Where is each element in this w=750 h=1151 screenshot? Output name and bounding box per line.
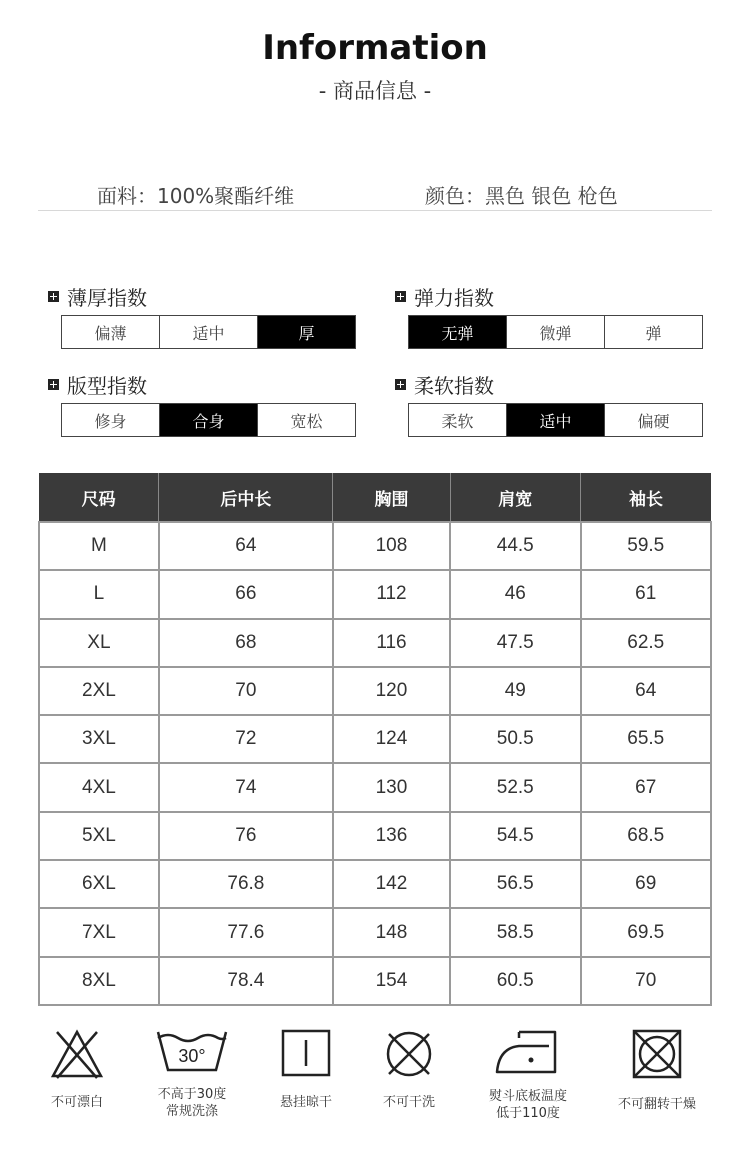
measurement-cell: 44.5 [450, 522, 580, 570]
elasticity-index-label: 弹力指数 [414, 286, 494, 310]
column-header: 胸围 [333, 473, 450, 522]
elasticity-index-title [395, 282, 494, 311]
care-item-no-bleach [17, 1028, 137, 1111]
thickness-index-title [48, 282, 147, 311]
measurement-cell: 54.5 [450, 812, 580, 860]
table-row [39, 570, 711, 618]
care-item-wash-30 [132, 1028, 252, 1120]
measurement-cell: 49 [450, 667, 580, 715]
care-item-no-tumble-dry [597, 1028, 717, 1113]
column-header: 袖长 [581, 473, 712, 522]
care-label-line: 熨斗底板温度 [488, 1089, 567, 1104]
table-row [39, 860, 711, 908]
no-bleach-icon [49, 1028, 105, 1080]
care-label: 不可干洗 [382, 1095, 435, 1110]
measurement-cell: 64 [159, 522, 333, 570]
column-header: 肩宽 [450, 473, 580, 522]
size-cell: 6XL [39, 860, 159, 908]
fit-option-loose: 宽松 [257, 404, 355, 436]
table-row [39, 667, 711, 715]
column-header: 尺码 [39, 473, 159, 522]
wash-30-icon [154, 1028, 230, 1074]
measurement-cell: 47.5 [450, 619, 580, 667]
size-cell: 8XL [39, 957, 159, 1005]
measurement-cell: 108 [333, 522, 450, 570]
table-row [39, 522, 711, 570]
table-header-row [39, 473, 711, 522]
square-bullet-icon [48, 291, 59, 302]
elasticity-scale [408, 315, 703, 349]
measurement-cell: 76.8 [159, 860, 333, 908]
column-header: 后中长 [159, 473, 333, 522]
care-label: 悬挂晾干 [279, 1095, 332, 1110]
measurement-cell: 66 [159, 570, 333, 618]
care-item-iron [468, 1028, 588, 1122]
measurement-cell: 78.4 [159, 957, 333, 1005]
measurement-cell: 76 [159, 812, 333, 860]
fit-index-title [48, 370, 147, 399]
care-label: 不可漂白 [50, 1095, 103, 1110]
measurement-cell: 120 [333, 667, 450, 715]
measurement-cell: 56.5 [450, 860, 580, 908]
care-item-line-dry [246, 1028, 366, 1111]
measurement-cell: 52.5 [450, 763, 580, 811]
measurement-cell: 58.5 [450, 908, 580, 956]
fit-index-label: 版型指数 [67, 374, 147, 398]
measurement-cell: 72 [159, 715, 333, 763]
square-bullet-icon [395, 379, 406, 390]
thickness-index-label: 薄厚指数 [67, 286, 147, 310]
measurement-cell: 59.5 [581, 522, 712, 570]
care-item-no-dry-clean [349, 1028, 469, 1111]
iron-icon [493, 1028, 563, 1076]
square-bullet-icon [48, 379, 59, 390]
elasticity-option-stretch: 弹 [604, 316, 702, 348]
measurement-cell: 69 [581, 860, 712, 908]
measurement-cell: 67 [581, 763, 712, 811]
fit-option-slim: 修身 [62, 404, 159, 436]
measurement-cell: 112 [333, 570, 450, 618]
softness-option-hard: 偏硬 [604, 404, 702, 436]
measurement-cell: 116 [333, 619, 450, 667]
measurement-cell: 62.5 [581, 619, 712, 667]
page-subtitle: - 商品信息 - [318, 79, 432, 103]
measurement-cell: 130 [333, 763, 450, 811]
no-tumble-dry-icon [631, 1028, 683, 1080]
fit-option-regular: 合身 [159, 404, 257, 436]
size-cell: L [39, 570, 159, 618]
measurement-cell: 68.5 [581, 812, 712, 860]
care-label-line: 常规洗涤 [165, 1104, 218, 1119]
softness-scale [408, 403, 703, 437]
size-cell: 7XL [39, 908, 159, 956]
color-info: 颜色：黑色 银色 枪色 [425, 184, 618, 208]
line-dry-icon [280, 1028, 332, 1078]
table-row [39, 619, 711, 667]
measurement-cell: 124 [333, 715, 450, 763]
softness-index-label: 柔软指数 [414, 374, 494, 398]
softness-option-medium: 适中 [506, 404, 604, 436]
measurement-cell: 74 [159, 763, 333, 811]
divider [38, 210, 712, 211]
table-row [39, 715, 711, 763]
measurement-cell: 70 [581, 957, 712, 1005]
measurement-cell: 69.5 [581, 908, 712, 956]
size-table [38, 473, 712, 1006]
measurement-cell: 50.5 [450, 715, 580, 763]
thickness-option-thick: 厚 [257, 316, 355, 348]
softness-index-title [395, 370, 494, 399]
measurement-cell: 77.6 [159, 908, 333, 956]
measurement-cell: 142 [333, 860, 450, 908]
care-instructions [0, 1028, 750, 1138]
size-cell: M [39, 522, 159, 570]
table-row [39, 908, 711, 956]
measurement-cell: 46 [450, 570, 580, 618]
size-cell: 3XL [39, 715, 159, 763]
measurement-cell: 68 [159, 619, 333, 667]
elasticity-option-none: 无弹 [409, 316, 506, 348]
measurement-cell: 154 [333, 957, 450, 1005]
size-cell: 4XL [39, 763, 159, 811]
measurement-cell: 70 [159, 667, 333, 715]
size-cell: 2XL [39, 667, 159, 715]
thickness-option-medium: 适中 [159, 316, 257, 348]
thickness-option-thin: 偏薄 [62, 316, 159, 348]
size-cell: XL [39, 619, 159, 667]
page-title: Information [262, 28, 488, 68]
care-label-line: 不高于30度 [157, 1087, 227, 1102]
size-cell: 5XL [39, 812, 159, 860]
measurement-cell: 148 [333, 908, 450, 956]
table-row [39, 957, 711, 1005]
square-bullet-icon [395, 291, 406, 302]
thickness-scale [61, 315, 356, 349]
measurement-cell: 136 [333, 812, 450, 860]
table-row [39, 812, 711, 860]
measurement-cell: 65.5 [581, 715, 712, 763]
no-dry-clean-icon [383, 1028, 435, 1080]
wash-temperature: 30° [178, 1046, 206, 1066]
fit-scale [61, 403, 356, 437]
care-label-line: 低于110度 [496, 1106, 560, 1121]
table-row [39, 763, 711, 811]
measurement-cell: 60.5 [450, 957, 580, 1005]
measurement-cell: 64 [581, 667, 712, 715]
elasticity-option-slight: 微弹 [506, 316, 604, 348]
care-label: 不可翻转干燥 [617, 1097, 696, 1112]
fabric-info: 面料：100%聚酯纤维 [97, 184, 295, 208]
care-label [132, 1086, 252, 1120]
measurement-cell: 61 [581, 570, 712, 618]
softness-option-soft: 柔软 [409, 404, 506, 436]
care-label [468, 1088, 588, 1122]
